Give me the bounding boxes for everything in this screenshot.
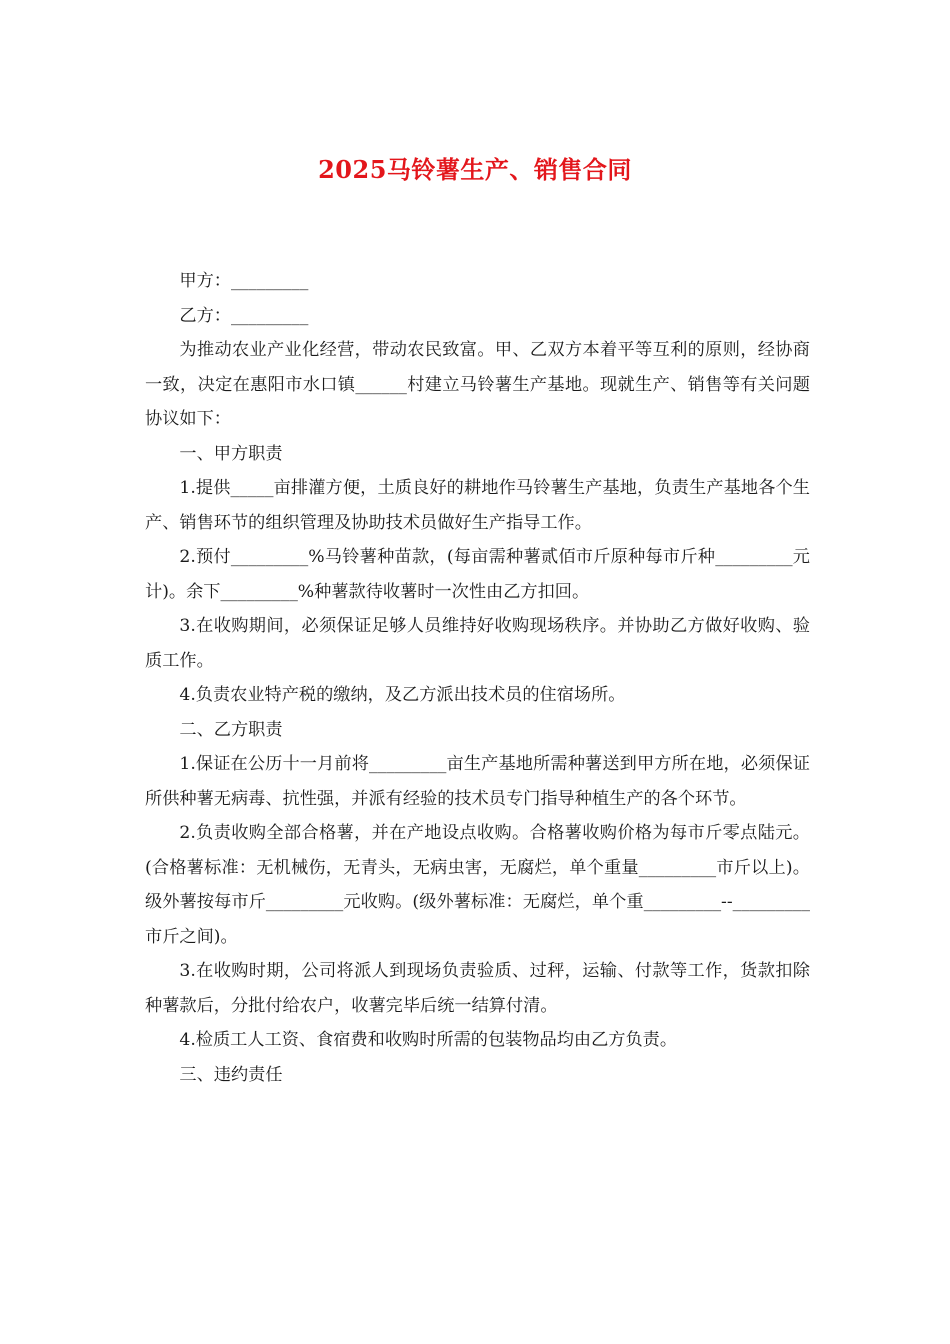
clause-paragraph: 2.负责收购全部合格薯，并在产地设点收购。合格薯收购价格为每市斤零点陆元。(合格薯标准：无机械伤，无青头，无病虫害，无腐烂，单个重量_________市斤以上)。级外薯按每市斤_________元收购。(级外薯标准：无腐烂，单个重_________--_________市斤之间)。 [145, 823, 810, 947]
document-body [145, 264, 810, 1092]
clause-paragraph: 4.负责农业特产税的缴纳，及乙方派出技术员的住宿场所。 [179, 685, 626, 705]
clause-paragraph: 1.保证在公历十一月前将_________亩生产基地所需种薯送到甲方所在地，必须保证所供种薯无病毒、抗性强，并派有经验的技术员专门指导种植生产的各个环节。 [145, 754, 810, 809]
preamble-paragraph: 为推动农业产业化经营，带动农民致富。甲、乙双方本着平等互利的原则，经协商一致，决定在惠阳市水口镇______村建立马铃薯生产基地。现就生产、销售等有关问题协议如下： [145, 340, 810, 429]
clause-paragraph: 3.在收购期间，必须保证足够人员维持好收购现场秩序。并协助乙方做好收购、验质工作。 [145, 616, 810, 671]
clause-paragraph: 2.预付_________%马铃薯种苗款，(每亩需种薯贰佰市斤原种每市斤种_________元计)。余下_________%种薯款待收薯时一次性由乙方扣回。 [145, 547, 810, 602]
section-heading-liability: 三、违约责任 [179, 1064, 283, 1085]
document-title: 2025马铃薯生产、销售合同 [318, 155, 632, 184]
clause-paragraph: 4.检质工人工资、食宿费和收购时所需的包装物品均由乙方负责。 [179, 1030, 678, 1050]
clause-paragraph: 1.提供_____亩排灌方便，土质良好的耕地作马铃薯生产基地，负责生产基地各个生产、销售环节的组织管理及协助技术员做好生产指导工作。 [145, 478, 810, 533]
clause-paragraph: 3.在收购时期，公司将派人到现场负责验质、过秤，运输、付款等工作，货款扣除种薯款后，分批付给农户，收薯完毕后统一结算付清。 [145, 961, 810, 1016]
party-b-line: 乙方：_________ [179, 305, 309, 326]
section-heading-party-b: 二、乙方职责 [179, 719, 283, 740]
section-heading-party-a: 一、甲方职责 [179, 443, 283, 464]
party-a-line: 甲方：_________ [179, 271, 309, 291]
